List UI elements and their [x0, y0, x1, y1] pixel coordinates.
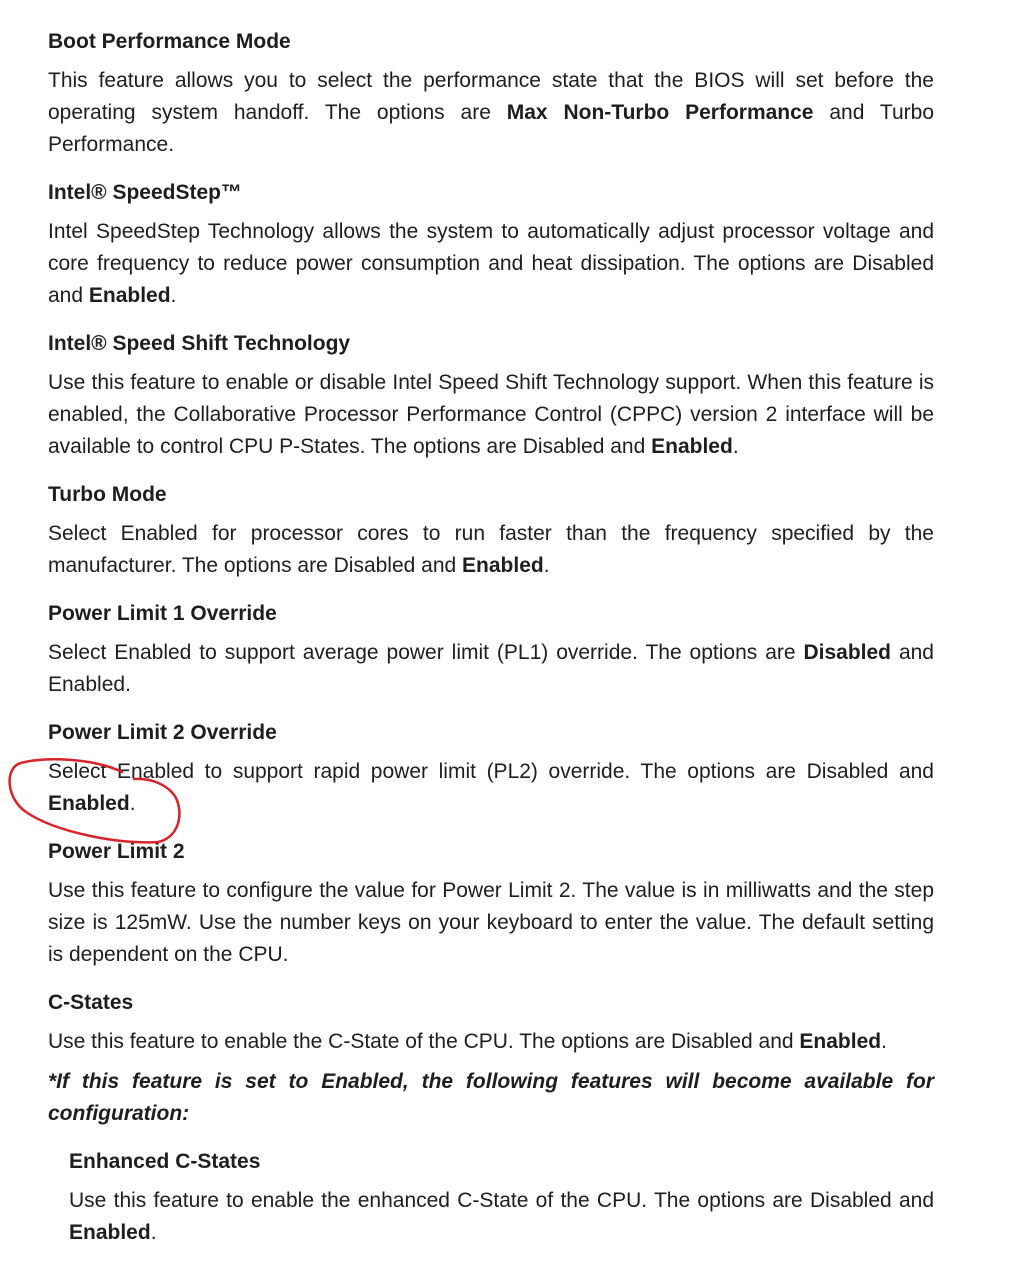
section-heading: Boot Performance Mode: [48, 30, 291, 53]
body-text: and Turbo Performance.: [48, 101, 934, 156]
section-power-limit-1-override: [48, 598, 934, 701]
section-power-limit-2: [48, 836, 934, 971]
section-heading: Power Limit 2: [48, 840, 185, 863]
default-option: Enabled: [462, 554, 544, 577]
section-heading: Turbo Mode: [48, 483, 167, 506]
section-power-limit-2-override: [48, 717, 934, 820]
body-text: Select Enabled to support average power limit (PL1) override. The options are: [48, 641, 804, 664]
availability-note: *If this feature is set to Enabled, the following features will become available for configuration:: [48, 1070, 934, 1125]
section-turbo-mode: [48, 479, 934, 582]
body-text: Use this feature to enable the enhanced C-State of the CPU. The options are Disabled and: [69, 1189, 934, 1212]
body-text: This feature allows you to select the performance state that the BIOS will set before the operating system handoff. The options are: [48, 69, 934, 124]
section-heading: C-States: [48, 991, 134, 1014]
body-text: .: [150, 1221, 157, 1244]
default-option: Enabled: [88, 284, 171, 307]
body-text: Select Enabled to support rapid power limit (PL2) override. The options are Disabled and: [48, 760, 934, 783]
section-body: [48, 216, 934, 312]
body-text: Intel SpeedStep Technology allows the system to automatically adjust processor voltage and core frequency to reduce power consumption and heat dissipation. The options are Disabled and: [48, 220, 934, 307]
section-body: [48, 756, 934, 820]
default-option: Enabled: [651, 435, 733, 458]
body-text: and Enabled.: [48, 641, 934, 696]
section-body: [69, 1185, 934, 1249]
section-heading: Power Limit 1 Override: [48, 602, 277, 625]
body-text: .: [129, 792, 136, 815]
body-text: Use this feature to configure the value for Power Limit 2. The value is in milliwatts and the step size is 125mW. Use the number keys on your keyboard to enter the value. The default setting is dependent on the CPU.: [48, 879, 934, 966]
body-text: .: [543, 554, 550, 577]
section-body: [48, 518, 934, 582]
default-option: Disabled: [803, 641, 892, 664]
section-heading: Intel® SpeedStep™: [48, 181, 243, 204]
section-body: [48, 65, 934, 161]
body-text: Use this feature to enable the C-State of the CPU. The options are Disabled and: [48, 1030, 800, 1053]
body-text: Select Enabled for processor cores to run faster than the frequency specified by the manufacturer. The options are Disabled and: [48, 522, 934, 577]
section-body: [48, 637, 934, 701]
section-body: [48, 367, 934, 463]
default-option: Enabled: [48, 792, 130, 815]
section-body: [48, 1026, 934, 1058]
section-boot-performance-mode: [48, 26, 934, 161]
default-option: Enabled: [799, 1030, 882, 1053]
section-heading: Intel® Speed Shift Technology: [48, 332, 351, 355]
body-text: .: [732, 435, 739, 458]
section-heading: Enhanced C-States: [69, 1150, 261, 1173]
body-text: .: [170, 284, 177, 307]
section-intel-speedstep: [48, 177, 934, 312]
default-option: Enabled: [69, 1221, 151, 1244]
body-text: Use this feature to enable or disable Intel Speed Shift Technology support. When this feature is enabled, the Collaborative Processor Performance Control (CPPC) version 2 interface will be available to control CPU P-States. The options are Disabled and: [48, 371, 934, 458]
section-intel-speed-shift: [48, 328, 934, 463]
default-option: Max Non-Turbo Performance: [506, 101, 814, 124]
section-heading: Power Limit 2 Override: [48, 721, 277, 744]
document-page: [48, 26, 934, 1265]
section-enhanced-c-states: [48, 1146, 934, 1249]
body-text: .: [881, 1030, 887, 1053]
section-body: [48, 875, 934, 971]
section-c-states: [48, 987, 934, 1130]
